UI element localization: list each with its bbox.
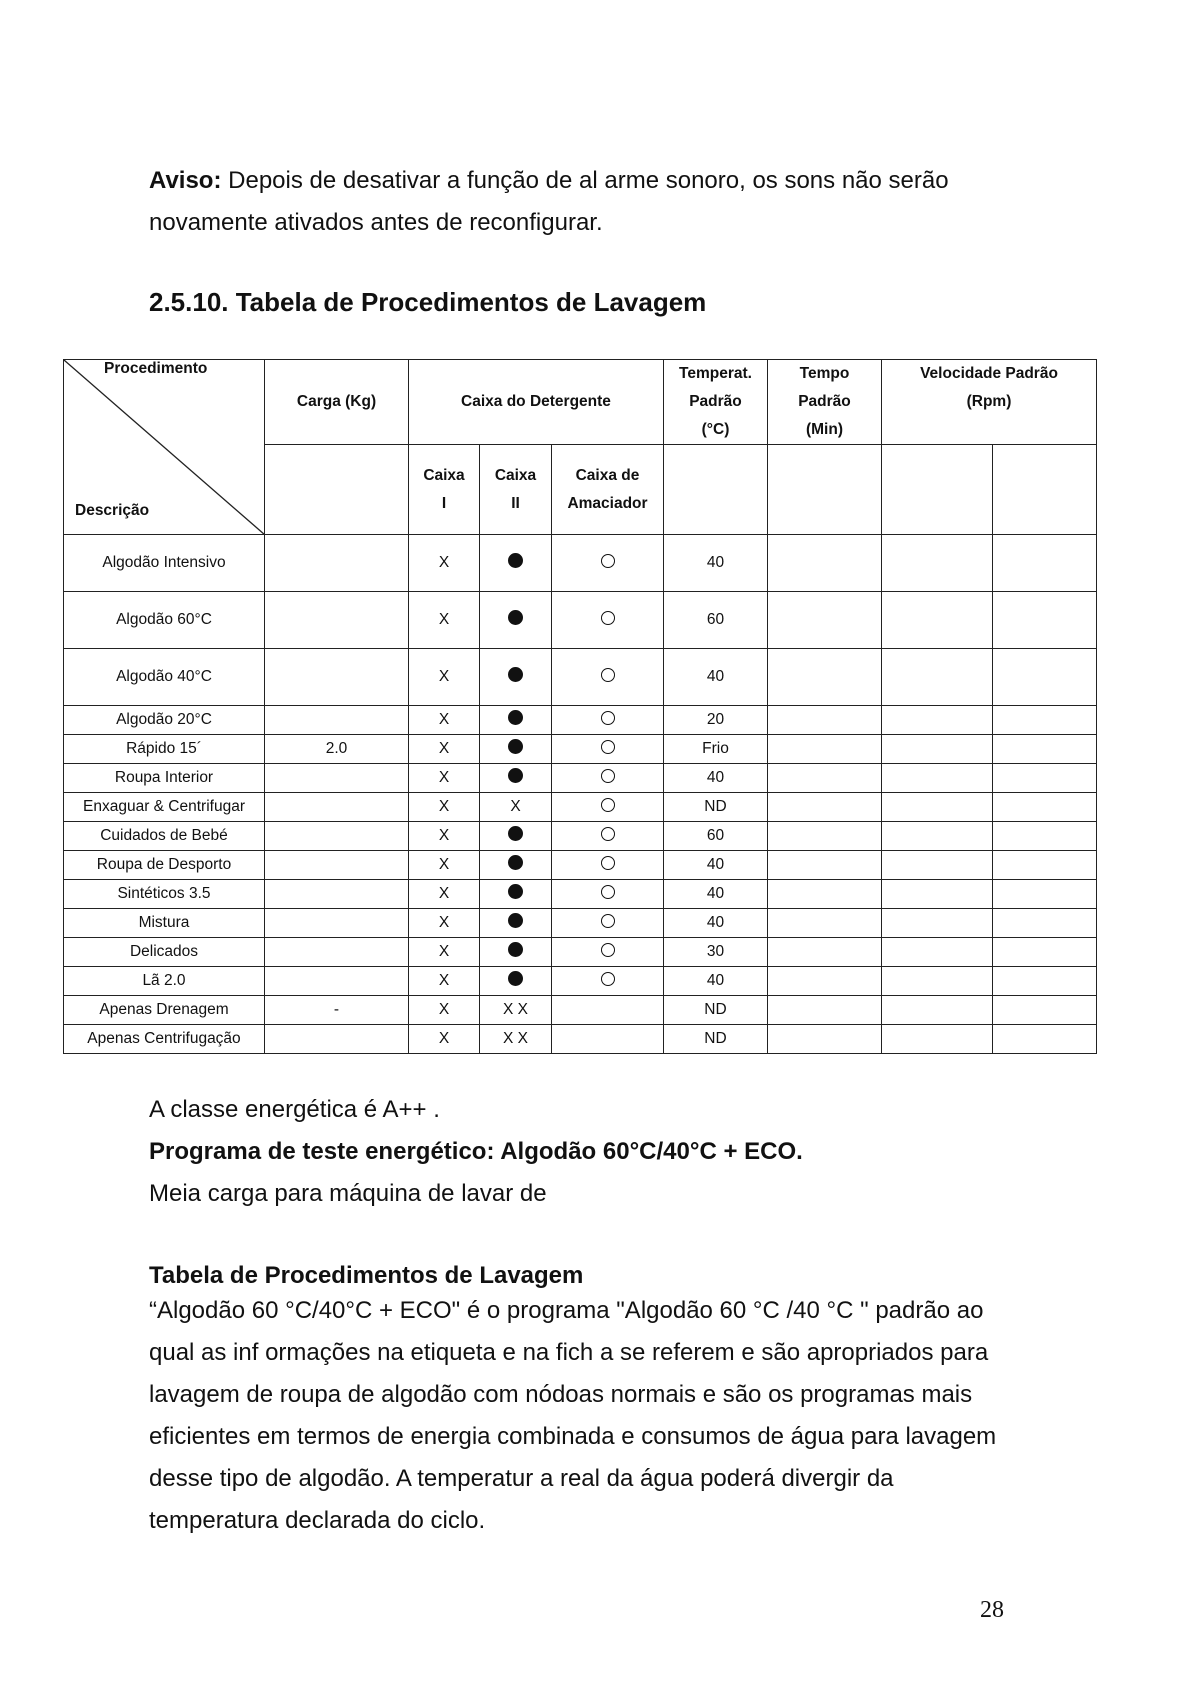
body-line: qual as inf ormações na etiqueta e na fich a se referem e são apropriados para (149, 1339, 989, 1366)
body-line: “Algodão 60 °C/40°C + ECO" é o programa "Algodão 60 °C /40 °C " padrão ao (149, 1297, 984, 1324)
program-name-cell: Algodão 60°C (64, 592, 265, 649)
caixa-2-cell (480, 764, 552, 793)
caixa-2-cell: X (480, 793, 552, 822)
empty-circle-icon (601, 798, 615, 812)
amaciador-header (552, 445, 664, 535)
table-row (64, 764, 1097, 793)
temperature-subcell (664, 445, 768, 535)
caixa-2-cell (480, 822, 552, 851)
energy-test-program-text: Programa de teste energético: Algodão 60°C/40°C + ECO. (149, 1138, 803, 1165)
carga-cell (265, 967, 409, 996)
carga-cell (265, 909, 409, 938)
caixa-2-cell: X X (480, 996, 552, 1025)
amaciador-cell (552, 822, 664, 851)
caixa-2-cell (480, 880, 552, 909)
empty-circle-icon (601, 885, 615, 899)
table-row (64, 851, 1097, 880)
program-name-cell: Rápido 15´ (64, 735, 265, 764)
speed-cell-2 (993, 880, 1097, 909)
wash-procedures-table (63, 359, 1097, 1054)
table-row (64, 909, 1097, 938)
empty-circle-icon (601, 972, 615, 986)
temperature-cell: 40 (664, 764, 768, 793)
caixa-1-cell: X (409, 996, 480, 1025)
amaciador-cell (552, 967, 664, 996)
amaciador-cell (552, 592, 664, 649)
temperature-cell: ND (664, 1025, 768, 1054)
sub-heading: Tabela de Procedimentos de Lavagem (149, 1262, 584, 1289)
time-cell (768, 909, 882, 938)
time-cell (768, 1025, 882, 1054)
program-name-cell: Roupa de Desporto (64, 851, 265, 880)
empty-circle-icon (601, 769, 615, 783)
empty-circle-icon (601, 827, 615, 841)
time-header-line2: Padrão (798, 393, 851, 410)
carga-cell: 2.0 (265, 735, 409, 764)
temperature-cell: 40 (664, 880, 768, 909)
filled-circle-icon (508, 826, 523, 841)
amaciador-cell (552, 851, 664, 880)
caixa-1-cell: X (409, 535, 480, 592)
time-cell (768, 851, 882, 880)
temperature-cell: 60 (664, 822, 768, 851)
carga-header: Carga (Kg) (265, 360, 409, 445)
speed-cell-2 (993, 735, 1097, 764)
caixa-2-cell (480, 909, 552, 938)
filled-circle-icon (508, 971, 523, 986)
caixa-1-line1: Caixa (423, 466, 465, 484)
temperature-cell: Frio (664, 735, 768, 764)
empty-circle-icon (601, 943, 615, 957)
procedimento-label: Procedimento (104, 360, 208, 377)
caixa-1-cell: X (409, 706, 480, 735)
carga-cell (265, 822, 409, 851)
filled-circle-icon (508, 667, 523, 682)
program-name-cell: Apenas Centrifugação (64, 1025, 265, 1054)
caixa-1-cell: X (409, 764, 480, 793)
time-header-line3: (Min) (805, 421, 843, 438)
table-row (64, 535, 1097, 592)
caixa-1-cell: X (409, 909, 480, 938)
amaciador-cell (552, 535, 664, 592)
warning-text-line1: Depois de desativar a função de al arme sonoro, os sons não serão (221, 167, 949, 194)
table-row (64, 592, 1097, 649)
speed-cell-1 (882, 967, 993, 996)
caixa-2-line1: Caixa (494, 466, 537, 484)
empty-circle-icon (601, 668, 615, 682)
energy-class-text: A classe energética é A++ . (149, 1096, 440, 1123)
amaciador-cell (552, 1025, 664, 1054)
speed-cell-1 (882, 880, 993, 909)
time-cell (768, 706, 882, 735)
program-name-cell: Lã 2.0 (64, 967, 265, 996)
program-name-cell: Roupa Interior (64, 764, 265, 793)
caixa-1-cell: X (409, 967, 480, 996)
time-cell (768, 793, 882, 822)
speed-header-line1: Velocidade Padrão (920, 365, 1058, 382)
caixa-2-cell: X X (480, 1025, 552, 1054)
caixa-1-cell: X (409, 1025, 480, 1054)
caixa-1-cell: X (409, 822, 480, 851)
caixa-2-header (480, 445, 552, 535)
caixa-2-cell (480, 851, 552, 880)
filled-circle-icon (508, 855, 523, 870)
time-cell (768, 996, 882, 1025)
speed-cell-1 (882, 793, 993, 822)
time-header-line1: Tempo (799, 365, 850, 382)
carga-cell (265, 851, 409, 880)
time-cell (768, 592, 882, 649)
filled-circle-icon (508, 913, 523, 928)
body-line: desse tipo de algodão. A temperatur a real da água poderá divergir da (149, 1465, 894, 1492)
carga-cell (265, 880, 409, 909)
amaciador-cell (552, 996, 664, 1025)
caixa-1-cell: X (409, 592, 480, 649)
program-name-cell: Enxaguar & Centrifugar (64, 793, 265, 822)
caixa-2-cell (480, 706, 552, 735)
carga-cell (265, 592, 409, 649)
speed-subcell-1 (882, 445, 993, 535)
speed-cell-1 (882, 535, 993, 592)
empty-circle-icon (601, 554, 615, 568)
speed-cell-2 (993, 793, 1097, 822)
time-cell (768, 535, 882, 592)
caixa-1-cell: X (409, 793, 480, 822)
temperature-cell: 30 (664, 938, 768, 967)
time-cell (768, 764, 882, 793)
speed-cell-2 (993, 909, 1097, 938)
carga-cell (265, 706, 409, 735)
body-line: eficientes em termos de energia combinada e consumos de água para lavagem (149, 1423, 997, 1450)
caixa-2-cell (480, 735, 552, 764)
amaciador-cell (552, 649, 664, 706)
caixa-2-cell (480, 967, 552, 996)
page-number: 28 (980, 1597, 1004, 1623)
filled-circle-icon (508, 768, 523, 783)
amaciador-cell (552, 706, 664, 735)
program-name-cell: Sintéticos 3.5 (64, 880, 265, 909)
table-row (64, 822, 1097, 851)
temperature-cell: ND (664, 793, 768, 822)
speed-cell-2 (993, 764, 1097, 793)
time-cell (768, 649, 882, 706)
table-row (64, 938, 1097, 967)
filled-circle-icon (508, 610, 523, 625)
speed-cell-2 (993, 967, 1097, 996)
filled-circle-icon (508, 884, 523, 899)
carga-cell (265, 793, 409, 822)
program-name-cell: Algodão 40°C (64, 649, 265, 706)
temperature-cell: 20 (664, 706, 768, 735)
carga-cell (265, 1025, 409, 1054)
amaciador-cell (552, 793, 664, 822)
speed-cell-2 (993, 938, 1097, 967)
amaciador-cell (552, 735, 664, 764)
speed-cell-1 (882, 909, 993, 938)
speed-subcell-2 (993, 445, 1097, 535)
section-heading: 2.5.10. Tabela de Procedimentos de Lavagem (149, 287, 707, 317)
table-row (64, 706, 1097, 735)
carga-cell: - (265, 996, 409, 1025)
speed-cell-1 (882, 1025, 993, 1054)
time-cell (768, 938, 882, 967)
temperature-cell: 40 (664, 851, 768, 880)
table-row (64, 649, 1097, 706)
caixa-1-line2: I (441, 494, 447, 512)
speed-cell-1 (882, 706, 993, 735)
table-row (64, 793, 1097, 822)
table-row (64, 967, 1097, 996)
speed-cell-2 (993, 1025, 1097, 1054)
table-row (64, 996, 1097, 1025)
program-name-cell: Mistura (64, 909, 265, 938)
program-description-paragraph (149, 1290, 1049, 1542)
temperature-header-line1: Temperat. (679, 365, 752, 382)
speed-cell-2 (993, 851, 1097, 880)
empty-circle-icon (601, 611, 615, 625)
amaciador-line2: Amaciador (567, 494, 648, 512)
caixa-1-cell: X (409, 735, 480, 764)
program-name-cell: Algodão Intensivo (64, 535, 265, 592)
speed-cell-1 (882, 938, 993, 967)
temperature-cell: 40 (664, 967, 768, 996)
program-name-cell: Algodão 20°C (64, 706, 265, 735)
temperature-cell: 60 (664, 592, 768, 649)
empty-circle-icon (601, 711, 615, 725)
speed-cell-1 (882, 735, 993, 764)
temperature-header-line3: (°C) (701, 421, 730, 438)
warning-paragraph (149, 160, 1049, 244)
temperature-cell: 40 (664, 909, 768, 938)
speed-cell-1 (882, 592, 993, 649)
speed-header-line2: (Rpm) (966, 393, 1012, 410)
speed-cell-2 (993, 822, 1097, 851)
empty-circle-icon (601, 856, 615, 870)
caixa-2-line2: II (511, 494, 520, 512)
speed-cell-1 (882, 764, 993, 793)
carga-subcell (265, 445, 409, 535)
body-line: temperatura declarada do ciclo. (149, 1507, 486, 1534)
speed-header (882, 360, 1097, 445)
speed-cell-2 (993, 592, 1097, 649)
filled-circle-icon (508, 942, 523, 957)
carga-cell (265, 535, 409, 592)
carga-cell (265, 649, 409, 706)
temperature-header-line2: Padrão (689, 393, 742, 410)
time-subcell (768, 445, 882, 535)
temperature-cell: ND (664, 996, 768, 1025)
caixa-2-cell (480, 649, 552, 706)
empty-circle-icon (601, 740, 615, 754)
speed-cell-1 (882, 996, 993, 1025)
speed-cell-1 (882, 851, 993, 880)
time-cell (768, 735, 882, 764)
caixa-1-cell: X (409, 851, 480, 880)
caixa-2-cell (480, 938, 552, 967)
table-row (64, 735, 1097, 764)
caixa-1-cell: X (409, 938, 480, 967)
speed-cell-2 (993, 649, 1097, 706)
program-name-cell: Cuidados de Bebé (64, 822, 265, 851)
speed-cell-2 (993, 996, 1097, 1025)
warning-label: Aviso: (149, 167, 222, 194)
warning-text-line2: novamente ativados antes de reconfigurar. (149, 209, 603, 236)
speed-cell-1 (882, 649, 993, 706)
speed-cell-2 (993, 706, 1097, 735)
time-header (768, 360, 882, 445)
caixa-detergente-header: Caixa do Detergente (409, 360, 664, 445)
carga-cell (265, 938, 409, 967)
speed-cell-2 (993, 535, 1097, 592)
table-row (64, 880, 1097, 909)
program-name-cell: Delicados (64, 938, 265, 967)
amaciador-cell (552, 880, 664, 909)
amaciador-cell (552, 764, 664, 793)
speed-cell-1 (882, 822, 993, 851)
caixa-2-cell (480, 592, 552, 649)
amaciador-line1: Caixa de (575, 466, 640, 484)
filled-circle-icon (508, 739, 523, 754)
time-cell (768, 880, 882, 909)
filled-circle-icon (508, 710, 523, 725)
table-row (64, 1025, 1097, 1054)
filled-circle-icon (508, 553, 523, 568)
temperature-cell: 40 (664, 535, 768, 592)
carga-cell (265, 764, 409, 793)
caixa-1-cell: X (409, 649, 480, 706)
wash-table-body (64, 535, 1097, 1054)
amaciador-cell (552, 909, 664, 938)
empty-circle-icon (601, 914, 615, 928)
temperature-cell: 40 (664, 649, 768, 706)
amaciador-cell (552, 938, 664, 967)
caixa-2-cell (480, 535, 552, 592)
temperature-header (664, 360, 768, 445)
caixa-1-header (409, 445, 480, 535)
half-load-text: Meia carga para máquina de lavar de (149, 1180, 547, 1207)
time-cell (768, 967, 882, 996)
program-name-cell: Apenas Drenagem (64, 996, 265, 1025)
time-cell (768, 822, 882, 851)
procedure-description-corner-cell (64, 360, 265, 535)
body-line: lavagem de roupa de algodão com nódoas normais e são os programas mais (149, 1381, 973, 1408)
descricao-label: Descrição (75, 502, 150, 519)
caixa-1-cell: X (409, 880, 480, 909)
